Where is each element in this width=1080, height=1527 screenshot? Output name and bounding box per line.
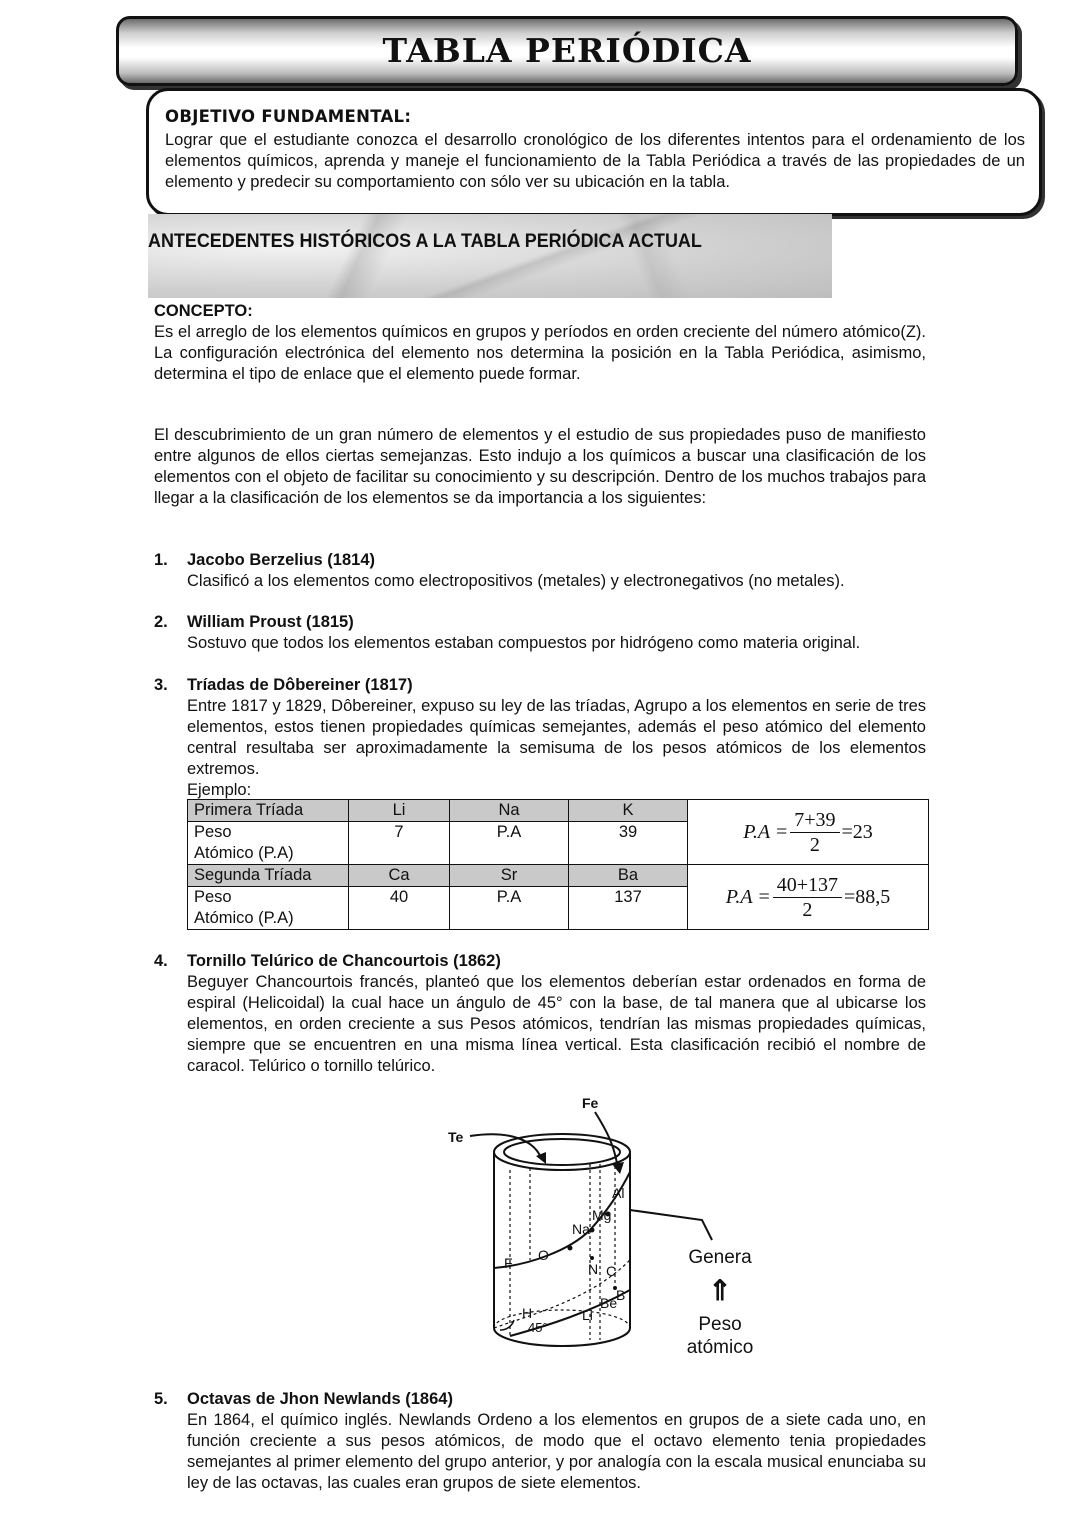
label-b: B (616, 1287, 626, 1303)
peso-label: Peso (698, 1314, 742, 1335)
formula-second-triad (726, 873, 891, 922)
table-cell: Sr (450, 865, 569, 887)
item-text: Clasificó a los elementos como electropositivos (metales) y electronegativos (no metales). (187, 572, 845, 590)
table-cell: Primera Tríada (188, 800, 349, 822)
label-fe: Fe (582, 1095, 599, 1111)
genera-annotation (668, 1246, 772, 1359)
list-item (154, 951, 926, 1077)
item-heading: Tornillo Telúrico de Chancourtois (1862) (187, 952, 501, 970)
formula-cell (688, 865, 929, 930)
page-title: TABLA PERIÓDICA (382, 31, 752, 70)
objective-heading: OBJETIVO FUNDAMENTAL: (165, 107, 412, 126)
section-heading: ANTECEDENTES HISTÓRICOS A LA TABLA PERIÓDICA ACTUAL (148, 230, 702, 252)
formula-cell (688, 800, 929, 865)
table-cell: Peso Atómico (P.A) (188, 887, 349, 930)
table-cell: 7 (349, 822, 450, 865)
section-heading-banner (148, 214, 832, 298)
example-label: Ejemplo: (187, 781, 252, 799)
item-number: 2. (154, 613, 168, 631)
formula-lhs: P.A = (725, 885, 771, 908)
intro-paragraph (154, 425, 926, 509)
item-heading: Jacobo Berzelius (1814) (187, 551, 375, 569)
objective-text: Lograr que el estudiante conozca el desarrollo cronológico de los diferentes intentos para el ordenamiento de los elementos químicos, aprenda y maneje el funcionamiento de la Tabla Periódica a través de las propiedades de un elemento y predecir su comportamiento con sólo ver su ubicación en la tabla. (165, 131, 1025, 191)
list-item (154, 550, 926, 592)
table-row (188, 800, 929, 822)
table-cell: 39 (569, 822, 688, 865)
label-li: Li (582, 1307, 593, 1323)
atomico-label: atómico (686, 1337, 754, 1358)
table-cell: 137 (569, 887, 688, 930)
label-mg: Mg (592, 1207, 612, 1223)
label-n: N (588, 1261, 599, 1277)
label-al: Al (612, 1185, 625, 1201)
item-text: Entre 1817 y 1829, Dôbereiner, expuso su ley de las tríadas, Agrupo a los elementos en serie de tres elementos, estos tienen propiedades químicas semejantes, además el peso atómico del elemento central resultaba ser aproximadamente la semisuma de los pesos atómicos de los elementos extremos. (187, 697, 926, 778)
table-cell: K (569, 800, 688, 822)
up-arrow-icon: ⇑ (708, 1275, 732, 1306)
table-cell: Ca (349, 865, 450, 887)
label-te: Te (448, 1129, 464, 1145)
item-text: Beguyer Chancourtois francés, planteó que los elementos deberían estar ordenados en forma de espiral (Helicoidal) la cual hace un ángulo de 45° con la base, de tal manera que al ubicarse los elementos, en orden creciente a sus Pesos atómicos, tendrían las mismas propiedades químicas, siempre que se encuentren en una misma línea vertical. Esta clasificación recibió el nombre de caracol. Telúrico o tornillo telúrico. (187, 973, 926, 1075)
item-number: 3. (154, 676, 168, 694)
label-angle: 45° (528, 1320, 548, 1335)
table-cell: 40 (349, 887, 450, 930)
table-cell: Ba (569, 865, 688, 887)
formula-first-triad (743, 808, 873, 857)
table-cell: P.A (450, 887, 569, 930)
triads-table (187, 799, 929, 930)
item-heading: William Proust (1815) (187, 613, 354, 631)
title-banner (116, 16, 1018, 86)
label-na: Na (572, 1221, 590, 1237)
concept-text: Es el arreglo de los elementos químicos en grupos y períodos en orden creciente del número atómico(Z). La configuración electrónica del elemento nos determina la posición en la Tabla Periódica, asimismo, determina el tipo de enlace que el elemento puede formar. (154, 323, 926, 383)
genera-label: Genera (688, 1247, 752, 1268)
concept-block (154, 301, 926, 385)
label-c: C (606, 1263, 617, 1279)
label-f: F (504, 1255, 513, 1271)
formula-denominator: 2 (802, 898, 813, 921)
list-item (154, 1389, 926, 1494)
item-number: 5. (154, 1390, 168, 1408)
label-h: H (522, 1305, 533, 1321)
item-number: 1. (154, 551, 168, 569)
table-cell: P.A (450, 822, 569, 865)
item-text: En 1864, el químico inglés. Newlands Ordeno a los elementos en grupos de a siete cada uno, en función creciente a sus pesos atómicos, de modo que el octavo elemento tenia propiedades semejantes al primer elemento del grupo anterior, y por analogía con la escala musical enunciaba su ley de las octavas, las cuales eran grupos de siete elementos. (187, 1411, 926, 1492)
table-cell: Segunda Tríada (188, 865, 349, 887)
formula-lhs: P.A = (743, 820, 789, 843)
label-be: Be (600, 1295, 618, 1311)
item-text: Sostuvo que todos los elementos estaban compuestos por hidrógeno como materia original. (187, 634, 861, 652)
table-cell: Li (349, 800, 450, 822)
formula-numerator: 40+137 (773, 873, 842, 898)
formula-result: =23 (841, 820, 873, 843)
list-item (154, 612, 926, 654)
item-heading: Octavas de Jhon Newlands (1864) (187, 1390, 453, 1408)
list-item (154, 675, 926, 801)
item-heading: Tríadas de Dôbereiner (1817) (187, 676, 413, 694)
objective-box (146, 88, 1042, 216)
formula-result: =88,5 (844, 885, 891, 908)
formula-numerator: 7+39 (790, 808, 839, 833)
intro-text: El descubrimiento de un gran número de elementos y el estudio de sus propiedades puso de manifiesto entre algunos de ellos ciertas semejanzas. Esto indujo a los químicos a buscar una clasificación de los elementos con el objeto de facilitar su conocimiento y su descripción. Dentro de los muchos trabajos para llegar a la clasificación de los elementos se da importancia a los siguientes: (154, 426, 926, 507)
table-cell: Peso Atómico (P.A) (188, 822, 349, 865)
concept-heading: CONCEPTO: (154, 302, 253, 320)
formula-denominator: 2 (809, 833, 820, 856)
table-cell: Na (450, 800, 569, 822)
item-number: 4. (154, 952, 168, 970)
table-row (188, 865, 929, 887)
label-o: O (538, 1247, 549, 1263)
